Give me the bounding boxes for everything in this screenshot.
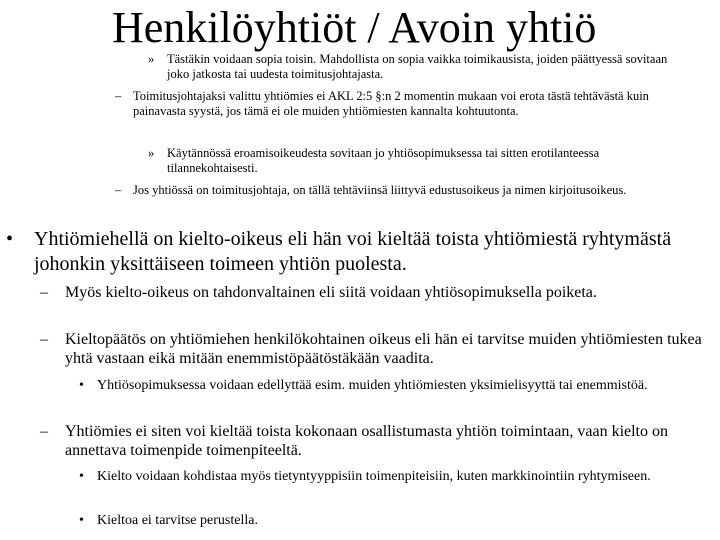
item-text: Yhtiömiehellä on kielto-oikeus eli hän voi kieltää toista yhtiömiestä ryhtymästä johonkin yksittäiseen toimeen yhtiön puolesta.: [34, 228, 672, 275]
item-text: Tästäkin voidaan sopia toisin. Mahdollista on sopia vaikka toimikausista, joiden päättyessä sovitaan joko jatkosta tai uudesta toimitusjohtajasta.: [167, 52, 668, 81]
bullet-marker: •: [79, 469, 84, 484]
list-item: [79, 468, 717, 485]
item-text: Toimitusjohtajaksi valittu yhtiömies ei AKL 2:5 §:n 2 momentin mukaan voi erota tästä tehtävästä kuin painavasta syystä, jos tämä ei ole muiden yhtiömiesten kannalta kohtuutonta.: [133, 89, 649, 118]
list-item: [79, 377, 717, 394]
marker: –: [115, 183, 122, 197]
list-item: [148, 146, 687, 176]
bullet-marker: •: [79, 513, 84, 528]
bullet-marker: •: [6, 228, 14, 250]
list-item: [79, 512, 717, 529]
item-text: Jos yhtiössä on toimitusjohtaja, on tällä tehtäviinsä liittyvä edustusoikeus ja nimen kirjoitusoikeus.: [133, 183, 627, 197]
marker: »: [148, 52, 155, 66]
marker: –: [40, 331, 48, 348]
list-item: [40, 330, 720, 368]
item-text: Käytännössä eroamisoikeudesta sovitaan jo yhtiösopimuksessa tai sitten erotilanteessa tilannekohtaisesti.: [167, 146, 600, 175]
item-text: Yhtiömies ei siten voi kieltää toista kokonaan osallistumasta yhtiön toimintaan, vaan kielto on annettava toimenpide toimenpiteeltä.: [65, 423, 668, 459]
list-item: [115, 89, 698, 119]
list-item: [115, 183, 698, 198]
marker: –: [40, 423, 48, 440]
marker: –: [40, 284, 48, 301]
slide-title: Henkilöyhtiöt / Avoin yhtiö: [112, 3, 597, 52]
bullet-marker: •: [79, 378, 84, 393]
list-item: [40, 283, 695, 302]
item-text: Kielto voidaan kohdistaa myös tietyntyyppisiin toimenpiteisiin, kuten markkinointiin ryhtymiseen.: [97, 469, 651, 484]
item-text: Kieltopäätös on yhtiömiehen henkilökohtainen oikeus eli hän ei tarvitse muiden yhtiömiesten tukea yhtä vastaan eikä mitään enemmistöpäätöstäkään vaadita.: [65, 331, 702, 367]
marker: –: [115, 89, 122, 103]
list-item: [6, 227, 704, 277]
item-text: Myös kielto-oikeus on tahdonvaltainen eli siitä voidaan yhtiösopimuksella poiketa.: [65, 284, 597, 301]
list-item: [148, 52, 687, 82]
item-text: Kieltoa ei tarvitse perustella.: [97, 513, 258, 528]
list-item: [40, 422, 710, 460]
marker: »: [148, 146, 155, 160]
item-text: Yhtiösopimuksessa voidaan edellyttää esim. muiden yhtiömiesten yksimielisyyttä tai enemmistöä.: [97, 378, 648, 393]
